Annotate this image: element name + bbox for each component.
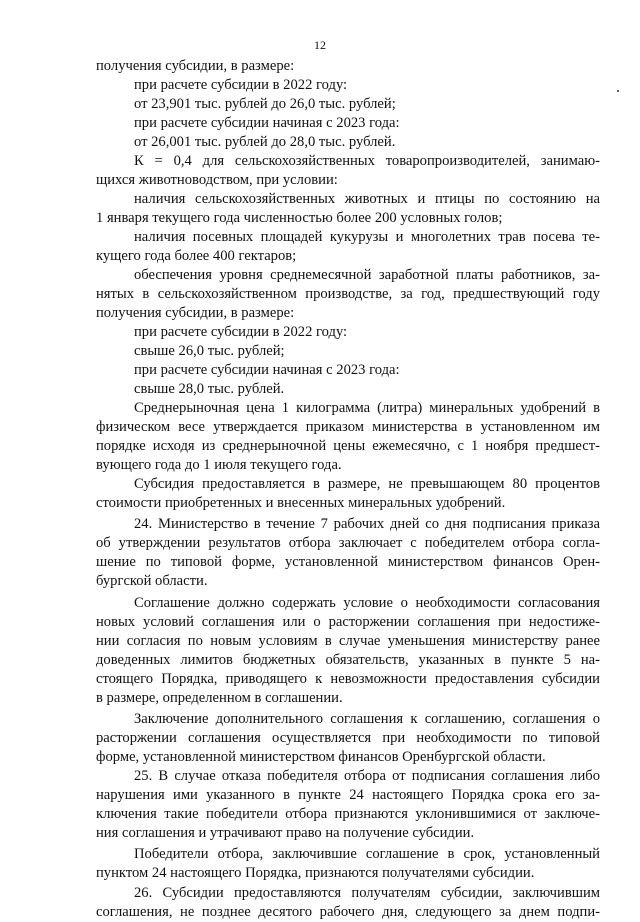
text-line: нятых в сельскохозяйственном производстве, за год, предшествующий году [96, 286, 600, 302]
text-line: Соглашение должно содержать условие о необходимости согласования [134, 595, 600, 611]
text-line: при расчете субсидии начиная с 2023 года: [134, 115, 400, 131]
text-line: вующего года до 1 июля текущего года. [96, 457, 342, 473]
text-line: стоимости приобретенных и внесенных минеральных удобрений. [96, 495, 506, 511]
text-line: при расчете субсидии в 2022 году: [134, 77, 348, 93]
text-line: при расчете субсидии начиная с 2023 года: [134, 362, 400, 378]
page-number: 12 [314, 38, 326, 52]
text-line: кущего года более 400 гектаров; [96, 248, 297, 264]
text-line: свыше 26,0 тыс. рублей; [134, 343, 285, 359]
text-line: 24. Министерство в течение 7 рабочих дней со дня подписания приказа [134, 516, 600, 532]
text-line: получения субсидии, в размере: [96, 58, 295, 74]
text-line: пунктом 24 настоящего Порядка, признаются получателями субсидии. [96, 865, 535, 881]
text-line: щихся животноводством, при условии: [96, 172, 338, 188]
text-line: при расчете субсидии в 2022 году: [134, 324, 348, 340]
text-line: ключения такие победители отбора признаются уклонившимися от заключе- [96, 806, 600, 822]
text-line: об утверждении результатов отбора заключает с победителем отбора согла- [96, 535, 600, 551]
scan-speck [617, 90, 619, 92]
text-line: Победители отбора, заключившие соглашение в срок, установленный [134, 846, 600, 862]
text-line: в размере, определенном в соглашении. [96, 690, 343, 706]
text-line: физическом весе утверждается приказом министерства в установленном им [96, 419, 600, 435]
text-line: обеспечения уровня среднемесячной заработной платы работников, за- [134, 267, 600, 283]
text-line: 25. В случае отказа победителя отбора от подписания соглашения либо [134, 768, 600, 784]
text-line: Среднерыночная цена 1 килограмма (литра) минеральных удобрений в [134, 400, 600, 416]
text-line: ния соглашения и утрачивают право на получение субсидии. [96, 825, 475, 841]
text-line: наличия сельскохозяйственных животных и птицы по состоянию на [134, 191, 600, 207]
text-line: новых условий соглашения или о расторжении соглашения при недостиже- [96, 614, 600, 630]
text-line: от 26,001 тыс. рублей до 28,0 тыс. рублей. [134, 134, 396, 150]
text-line: соглашения, не позднее десятого рабочего дня, следующего за днем подпи- [96, 904, 600, 920]
text-line: получения субсидии, в размере: [96, 305, 295, 321]
text-line: порядке исходя из среднерыночной цены ежемесячно, с 1 ноября предшест- [96, 438, 600, 454]
text-line: бургской области. [96, 573, 208, 589]
text-line: стоящего Порядка, приводящего к невозможности предоставления субсидии [96, 671, 600, 687]
text-line: Субсидия предоставляется в размере, не превышающем 80 процентов [134, 476, 600, 492]
text-line: 26. Субсидии предоставляются получателям субсидии, заключившим [134, 885, 600, 901]
text-line: наличия посевных площадей кукурузы и многолетних трав посева те- [134, 229, 600, 245]
text-line: расторжении соглашения осуществляется при необходимости по типовой [96, 730, 600, 746]
text-line: Заключение дополнительного соглашения к соглашению, соглашения о [134, 711, 600, 727]
text-line: нарушения ими указанного в пункте 24 настоящего Порядка срока его за- [96, 787, 600, 803]
text-line: нии согласия по новым условиям в случае уменьшения министерству ранее [96, 633, 600, 649]
text-line: шение по типовой форме, установленной министерством финансов Орен- [96, 554, 600, 570]
text-line: К = 0,4 для сельскохозяйственных товаропроизводителей, занимаю- [134, 153, 600, 169]
text-line: доведенных лимитов бюджетных обязательств, указанных в пункте 5 на- [96, 652, 600, 668]
text-line: форме, установленной министерством финансов Оренбургской области. [96, 749, 546, 765]
text-line: от 23,901 тыс. рублей до 26,0 тыс. рублей; [134, 96, 396, 112]
text-line: 1 января текущего года численностью более 200 условных голов; [96, 210, 503, 226]
text-line: свыше 28,0 тыс. рублей. [134, 381, 285, 397]
